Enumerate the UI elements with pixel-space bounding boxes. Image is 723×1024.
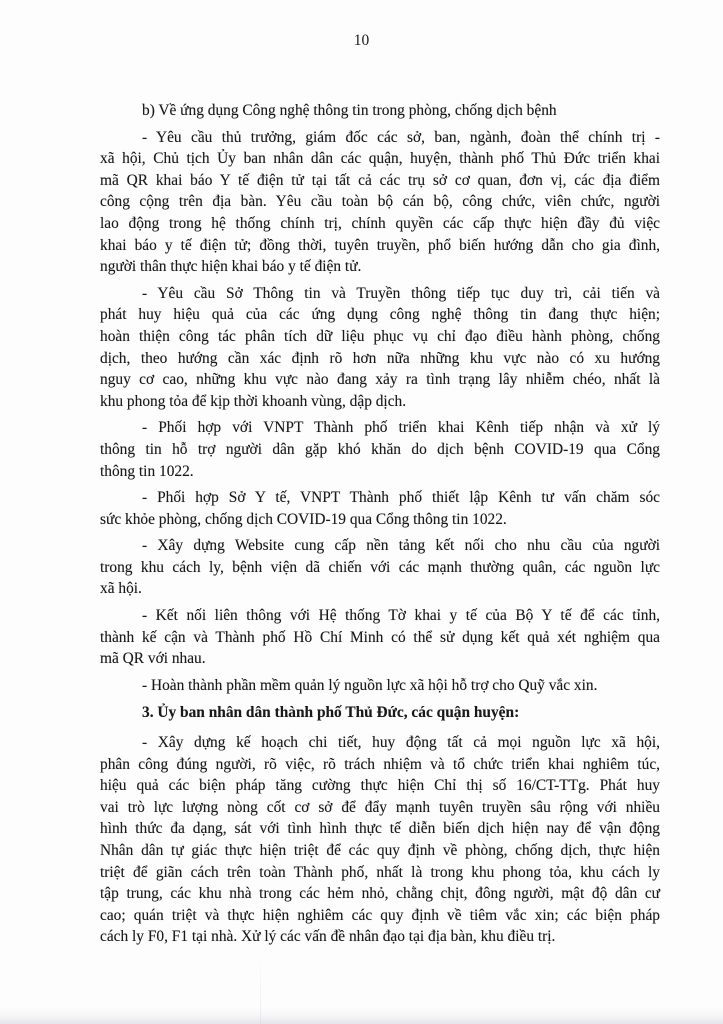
text-line: hình thức đa dạng, sát với tình hình thực tế diễn biến dịch hiện nay để vận động xyxy=(100,820,660,838)
text-line: xã hội, Chủ tịch Ủy ban nhân dân các quận, huyện, thành phố Thủ Đức triển khai xyxy=(100,150,660,168)
text-line: công cộng trên địa bàn. Yêu cầu toàn bộ cán bộ, công chức, viên chức, người xyxy=(100,193,660,211)
text-line: khai báo y tế điện tử; đồng thời, tuyên truyền, phổ biến hướng dẫn cho gia đình, xyxy=(100,236,660,254)
text-line: mã QR với nhau. xyxy=(100,650,206,668)
text-line: 3. Ủy ban nhân dân thành phố Thủ Đức, các quận huyện: xyxy=(142,704,520,722)
text-line: mã QR khai báo Y tế điện tử tại tất cả các trụ sở cơ quan, đơn vị, các địa điểm xyxy=(100,171,660,189)
paragraph xyxy=(100,127,660,278)
text-line: - Yêu cầu thủ trưởng, giám đốc các sở, ban, ngành, đoàn thể chính trị - xyxy=(142,128,660,146)
page-number: 10 xyxy=(353,32,370,49)
text-line: - Phối hợp Sở Y tế, VNPT Thành phố thiết lập Kênh tư vấn chăm sóc xyxy=(142,489,660,507)
text-line: cách ly F0, F1 tại nhà. Xử lý các vấn đề nhân đạo tại địa bàn, khu điều trị. xyxy=(100,928,556,946)
text-line: b) Về ứng dụng Công nghệ thông tin trong phòng, chống dịch bệnh xyxy=(142,102,557,119)
text-line: nguy cơ cao, những khu vực nào đang xảy ra tình trạng lây nhiễm chéo, nhất là xyxy=(100,371,660,389)
text-line: vai trò lực lượng nòng cốt cơ sở để đẩy mạnh tuyên truyền sâu rộng với nhiều xyxy=(100,798,660,816)
text-line: lao động trong hệ thống chính trị, chính quyền các cấp thực hiện đầy đủ việc xyxy=(100,214,660,232)
text-line: - Xây dựng kế hoạch chi tiết, huy động tất cả mọi nguồn lực xã hội, xyxy=(142,734,660,752)
text-line: thông tin hỗ trợ người dân gặp khó khăn do dịch bệnh COVID-19 qua Cổng xyxy=(100,440,660,458)
text-line: - Kết nối liên thông với Hệ thống Tờ khai y tế của Bộ Y tế để các tỉnh, xyxy=(142,607,660,625)
text-line: - Hoàn thành phần mềm quản lý nguồn lực xã hội hỗ trợ cho Quỹ vắc xin. xyxy=(142,676,598,694)
scan-shadow-bottom xyxy=(0,1008,723,1024)
text-line: Nhân dân tự giác thực hiện triệt để các quy định về phòng, chống dịch, thực hiện xyxy=(100,842,660,859)
document-body xyxy=(100,100,660,953)
text-line: hiệu quả các biện pháp tăng cường thực hiện Chỉ thị số 16/CT-TTg. Phát huy xyxy=(100,777,660,795)
text-line: triệt để giãn cách trên toàn Thành phố, nhất là trong khu phong tỏa, khu cách ly xyxy=(100,863,660,881)
text-line: cao; quán triệt và thực hiện nghiêm các quy định về tiêm vắc xin; các biện pháp xyxy=(100,906,660,924)
text-line: thông tin 1022. xyxy=(100,462,194,480)
text-line: thành kế cận và Thành phố Hồ Chí Minh có thể sử dụng kết quả xét nghiệm qua xyxy=(100,628,660,646)
scan-streak xyxy=(260,954,261,1024)
text-line: - Phối hợp với VNPT Thành phố triển khai Kênh tiếp nhận và xử lý xyxy=(142,419,660,437)
text-line: hoàn thiện công tác phân tích dữ liệu phục vụ chỉ đạo điều hành phòng, chống xyxy=(100,327,660,345)
paragraph xyxy=(100,535,660,600)
text-line: tập trung, các khu nhà trong các hẻm nhỏ, chằng chịt, đông người, mật độ dân cư xyxy=(100,885,660,903)
text-line: phân công đúng người, rõ việc, rõ trách nhiệm và tổ chức triển khai nghiêm túc, xyxy=(100,755,660,773)
text-line: sức khỏe phòng, chống dịch COVID-19 qua Cổng thông tin 1022. xyxy=(100,510,507,528)
text-line: khu phong tỏa để kịp thời khoanh vùng, dập dịch. xyxy=(100,392,407,410)
section-heading xyxy=(100,702,660,724)
text-line: - Xây dựng Website cung cấp nền tảng kết nối cho nhu cầu của người xyxy=(142,537,660,555)
paragraph xyxy=(100,675,660,697)
paragraph xyxy=(100,487,660,530)
text-line: phát huy hiệu quả của các ứng dụng công nghệ thông tin đang thực hiện; xyxy=(100,306,660,324)
text-line: trong khu cách ly, bệnh viện dã chiến với các mạnh thường quân, các nguồn lực xyxy=(100,558,660,576)
paragraph xyxy=(100,100,660,122)
paragraph xyxy=(100,417,660,482)
paragraph xyxy=(100,283,660,413)
text-line: người thân thực hiện khai báo y tế điện tử. xyxy=(100,258,362,276)
paragraph xyxy=(100,605,660,670)
text-line: dịch, theo hướng cần xác định rõ hơn nữa những khu vực nào có xu hướng xyxy=(100,349,660,367)
text-line: - Yêu cầu Sở Thông tin và Truyền thông tiếp tục duy trì, cải tiến và xyxy=(142,284,660,302)
paragraph xyxy=(100,732,660,948)
text-line: xã hội. xyxy=(100,580,142,598)
